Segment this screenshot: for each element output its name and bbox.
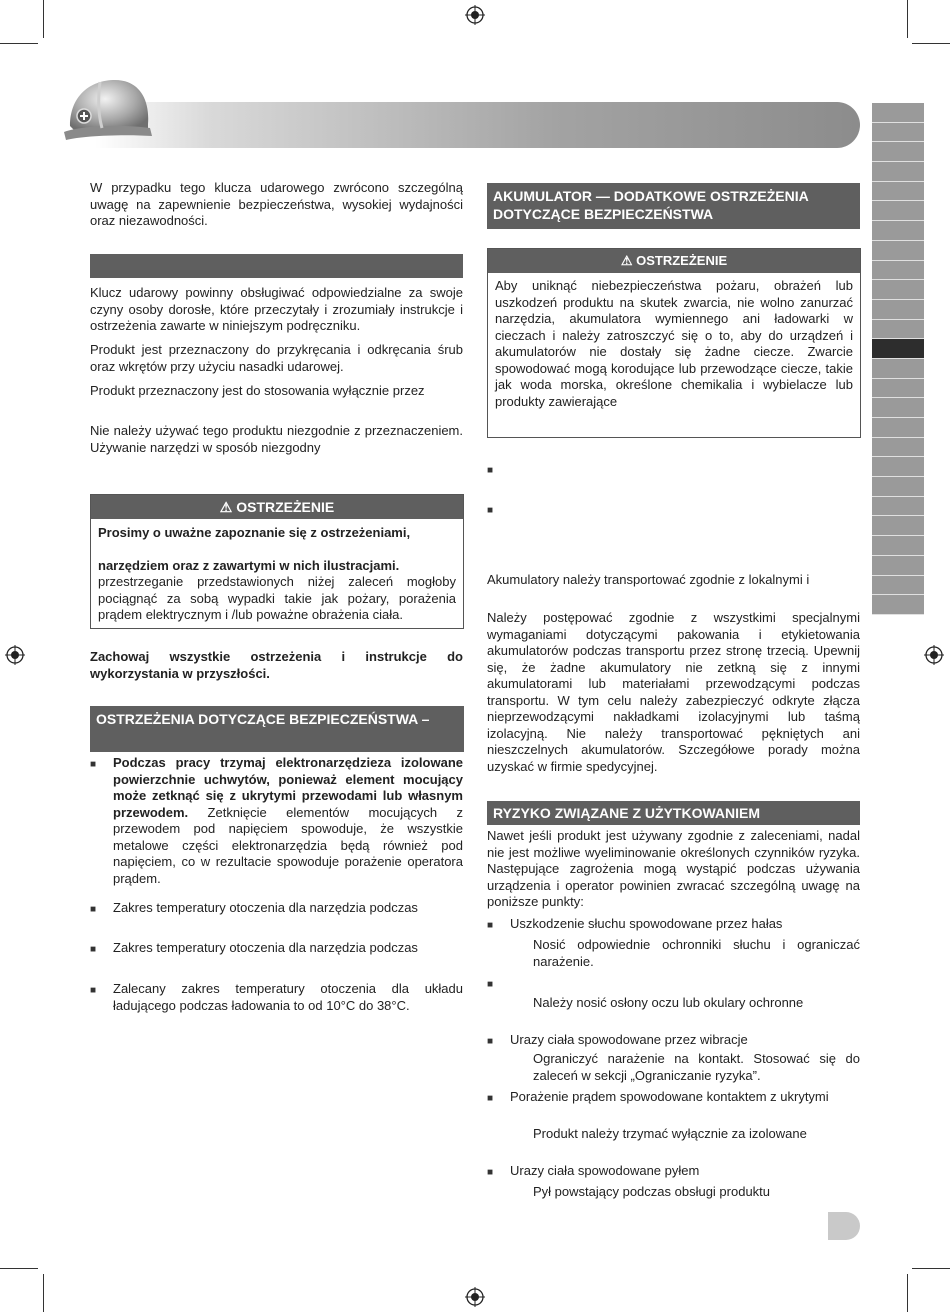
section-tab[interactable] [872, 320, 924, 340]
warning-text: Aby uniknąć niebezpieczeństwa pożaru, obrażeń lub uszkodzeń produktu na skutek zwarcia, nie wolno zanurzać narzędzia, akumulatora wymiennego ani ładowarki w cieczach i należy zatroszczyć się o to, aby do urządzeń i akumulatorów nie dostały się żadne ciecze. Zwarcie spowodować mogą korodujące lub przewodzące ciecze, takie jak woda morska, określone chemikalia i wybielacze lub produkty zawierające [495, 278, 853, 409]
section-tab[interactable] [872, 359, 924, 379]
safety-bullet-4: Zalecany zakres temperatury otoczenia dla układu ładującego podczas ładowania to od 10°C do 38°C. [113, 981, 463, 1013]
bullet-icon: ■ [487, 920, 494, 931]
crop-mark [43, 1274, 44, 1312]
crop-mark [0, 1268, 38, 1269]
transport-paragraph-2: Należy postępować zgodnie z wszystkimi specjalnymi wymaganiami dotyczącymi pakowania i etykietowania akumulatorów podczas transportu przez stronę trzecią. Upewnij się, że żadne akumulatory nie zetkną się z innymi akumulatorami lub materiałami przewodzącymi podczas transportu. W tym celu należy zabezpieczyć odkryte złącza nieprzewodzącymi nakładkami izolacyjnymi lub taśmą izolacyjną. Nie należy transportować pękniętych ani nieszczelnych akumulatorów. Szczegółowe porady można uzyskać w firmie spedycyjnej. [487, 610, 860, 774]
section-tab[interactable] [872, 162, 924, 182]
risk-header: RYZYKO ZWIĄZANE Z UŻYTKOWANIEM [487, 801, 860, 825]
bullet-icon: ■ [90, 759, 97, 770]
usage-paragraph-1: Klucz udarowy powinny obsługiwać odpowiedzialne za swoje czyny osoby dorosłe, które przeczytały i zrozumiały instrukcje i ostrzeżenia zawarte w niniejszym podręczniku. [90, 285, 463, 333]
header-banner [95, 102, 860, 148]
risk-item-4-detail: Produkt należy trzymać wyłącznie za izolowane [533, 1126, 807, 1141]
section-tab[interactable] [872, 418, 924, 438]
crop-mark [907, 0, 908, 38]
warning-line-1: Prosimy o uważne zapoznanie się z ostrzeżeniami, [98, 525, 411, 540]
registration-mark-icon [465, 5, 485, 25]
helmet-icon [60, 74, 155, 149]
section-tab[interactable] [872, 103, 924, 123]
crop-mark [0, 43, 38, 44]
section-tab[interactable] [872, 300, 924, 320]
battery-warnings-header: AKUMULATOR — DODATKOWE OSTRZEŻENIA DOTYCZĄCE BEZPIECZEŃSTWA [487, 183, 860, 229]
bullet-icon: ■ [487, 1036, 494, 1047]
warning-triangle-icon: ⚠ [620, 253, 633, 268]
bullet-icon: ■ [90, 904, 97, 915]
section-tab[interactable] [872, 595, 924, 615]
risk-item-3: Urazy ciała spowodowane przez wibracje [510, 1032, 748, 1047]
crop-mark [43, 0, 44, 38]
bullet-icon: ■ [487, 1167, 494, 1178]
risk-item-3-detail: Ograniczyć narażenie na kontakt. Stosować się do zaleceń w sekcji „Ograniczanie ryzyka”. [533, 1051, 860, 1083]
crop-mark [912, 43, 950, 44]
section-tab-strip [872, 103, 924, 615]
empty-section-header [90, 254, 463, 278]
page-number-badge [828, 1212, 860, 1240]
registration-mark-icon [465, 1287, 485, 1307]
warning-header: ⚠ OSTRZEŻENIE [91, 495, 463, 519]
section-tab[interactable] [872, 398, 924, 418]
risk-item-1: Uszkodzenie słuchu spowodowane przez hałas [510, 916, 783, 931]
safety-bullet-2: Zakres temperatury otoczenia dla narzędzia podczas [113, 900, 418, 915]
keep-instructions: Zachowaj wszystkie ostrzeżenia i instrukcje do wykorzystania w przyszłości. [90, 649, 463, 681]
risk-item-4: Porażenie prądem spowodowane kontaktem z ukrytymi [510, 1089, 829, 1104]
warning-header: ⚠ OSTRZEŻENIE [488, 249, 860, 273]
registration-mark-icon [5, 645, 25, 665]
intro-paragraph: W przypadku tego klucza udarowego zwrócono szczególną uwagę na zapewnienie bezpieczeństwa, wysokiej wydajności oraz niezawodności. [90, 180, 463, 228]
risk-item-2-detail: Należy nosić osłony oczu lub okulary ochronne [533, 995, 804, 1010]
safety-bullet-1: Podczas pracy trzymaj elektronarzędzieza izolowane powierzchnie uchwytów, ponieważ element mocujący może zetknąć się z ukrytymi przewodami lub własnym przewodem. Zetknięcie elementów mocujących z przewodem pod napięciem spowoduje, że wszystkie metalowe części elektronarzędzia będą również pod napięciem, co w rezultacie spowoduje porażenie operatora prądem. [113, 755, 463, 886]
section-tab[interactable] [872, 379, 924, 399]
warning-triangle-icon: ⚠ [219, 499, 233, 515]
warning-line-2: narzędziem oraz z zawartymi w nich ilustracjami. [98, 557, 400, 573]
section-tab[interactable] [872, 201, 924, 221]
bullet-icon: ■ [487, 1093, 494, 1104]
transport-paragraph-1: Akumulatory należy transportować zgodnie z lokalnymi i [487, 572, 810, 587]
crop-mark [907, 1274, 908, 1312]
section-tab[interactable] [872, 438, 924, 458]
section-tab[interactable] [872, 123, 924, 143]
section-tab[interactable] [872, 536, 924, 556]
bullet-icon: ■ [90, 985, 97, 996]
section-tab[interactable] [872, 556, 924, 576]
usage-paragraph-4: Nie należy używać tego produktu niezgodnie z przeznaczeniem. Używanie narzędzi w sposób niezgodny [90, 423, 463, 455]
bullet-icon: ■ [487, 505, 494, 516]
bullet-icon: ■ [487, 979, 494, 990]
section-tab[interactable] [872, 457, 924, 477]
risk-intro: Nawet jeśli produkt jest używany zgodnie z zaleceniami, nadal nie jest możliwe wyeliminowanie określonych czynników ryzyka. Następujące zagrożenia mogą wystąpić podczas używania urządzenia i operator powinien zwracać szczególną uwagę na poniższe punkty: [487, 828, 860, 909]
section-tab[interactable] [872, 221, 924, 241]
section-tab[interactable] [872, 142, 924, 162]
section-tab[interactable] [872, 182, 924, 202]
section-tab[interactable] [872, 280, 924, 300]
warning-box-right [487, 248, 861, 438]
warning-box-left [90, 494, 464, 629]
safety-bullet-3: Zakres temperatury otoczenia dla narzędzia podczas [113, 940, 418, 955]
bullet-icon: ■ [90, 944, 97, 955]
risk-item-1-detail: Nosić odpowiednie ochronniki słuchu i ograniczać narażenie. [533, 937, 860, 969]
section-tab[interactable] [872, 516, 924, 536]
safety-warnings-header: OSTRZEŻENIA DOTYCZĄCE BEZPIECZEŃSTWA – [90, 706, 464, 752]
usage-paragraph-3: Produkt przeznaczony jest do stosowania wyłącznie przez [90, 383, 425, 398]
section-tab[interactable] [872, 576, 924, 596]
risk-item-5-detail: Pył powstający podczas obsługi produktu [533, 1184, 771, 1199]
section-tab[interactable] [872, 477, 924, 497]
section-tab-active[interactable] [872, 339, 924, 359]
crop-mark [912, 1268, 950, 1269]
section-tab[interactable] [872, 261, 924, 281]
risk-item-5: Urazy ciała spowodowane pyłem [510, 1163, 700, 1178]
registration-mark-icon [924, 645, 944, 665]
warning-text: przestrzeganie przedstawionych niżej zaleceń mogłoby pociągnąć za sobą wypadki takie jak pożary, porażenia prądem elektrycznym i /lub poważne obrażenia ciała. [98, 574, 456, 622]
bullet-icon: ■ [487, 465, 494, 476]
usage-paragraph-2: Produkt jest przeznaczony do przykręcania i odkręcania śrub oraz wkrętów przy użyciu nasadki udarowej. [90, 342, 463, 374]
section-tab[interactable] [872, 497, 924, 517]
section-tab[interactable] [872, 241, 924, 261]
